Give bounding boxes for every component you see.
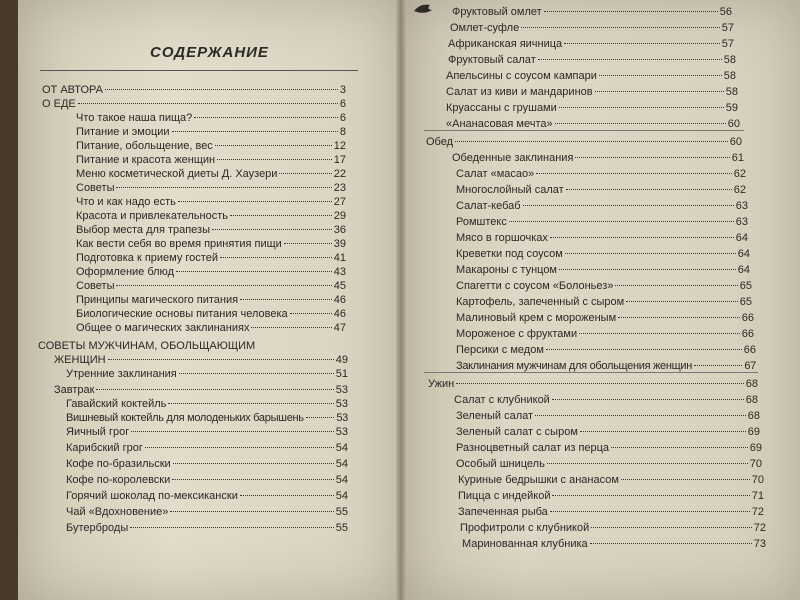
toc-entry: Салат из киви и мандаринов 58 <box>446 86 738 98</box>
toc-entry: Принципы магического питания 46 <box>76 294 346 306</box>
toc-entry: Многослойный салат 62 <box>456 184 746 196</box>
toc-entry: Заклинания мужчинам для обольщения женщин 67 <box>456 360 756 372</box>
toc-entry: Обеденные заклинания 61 <box>452 152 744 164</box>
toc-section-heading: Ужин 68 <box>428 378 758 390</box>
toc-entry: Советы 23 <box>76 182 346 194</box>
toc-entry: Питание и красота женщин 17 <box>76 154 346 166</box>
toc-entry: Гавайский коктейль 53 <box>66 398 348 410</box>
toc-entry: Кофе по-бразильски 54 <box>66 458 348 470</box>
toc-entry: Вишневый коктейль для молоденьких барышень 53 <box>66 412 348 424</box>
toc-entry: Подготовка к приему гостей 41 <box>76 252 346 264</box>
toc-entry: Меню косметической диеты Д. Хаузери 22 <box>76 168 346 180</box>
toc-entry: Картофель, запеченный с сыром 65 <box>456 296 752 308</box>
book-gutter <box>396 0 406 600</box>
toc-entry: Ромштекс 63 <box>456 216 748 228</box>
section-rule <box>424 372 758 373</box>
toc-entry: ОТ АВТОРА 3 <box>42 84 346 96</box>
toc-entry: Куриные бедрышки с ананасом 70 <box>458 474 764 486</box>
toc-entry: Макароны с тунцом 64 <box>456 264 750 276</box>
toc-title: СОДЕРЖАНИЕ <box>150 44 269 61</box>
toc-entry: Выбор места для трапезы 36 <box>76 224 346 236</box>
toc-entry: Завтрак 53 <box>54 384 348 396</box>
title-rule <box>40 70 358 71</box>
toc-entry: ЖЕНЩИН 49 <box>54 354 348 366</box>
toc-entry: Общее о магических заклинаниях 47 <box>76 322 346 334</box>
toc-entry: Кофе по-королевски 54 <box>66 474 348 486</box>
toc-entry: Креветки под соусом 64 <box>456 248 750 260</box>
toc-entry: Что и как надо есть 27 <box>76 196 346 208</box>
toc-entry: Яичный грог 53 <box>66 426 348 438</box>
toc-entry: Салат «масао» 62 <box>456 168 746 180</box>
toc-entry: Запеченная рыба 72 <box>458 506 764 518</box>
toc-entry: Советы 45 <box>76 280 346 292</box>
toc-entry: Зеленый салат 68 <box>456 410 760 422</box>
toc-entry: Биологические основы питания человека 46 <box>76 308 346 320</box>
toc-entry: Разноцветный салат из перца 69 <box>456 442 762 454</box>
toc-entry: Мороженое с фруктами 66 <box>456 328 754 340</box>
toc-entry: О ЕДЕ 6 <box>42 98 346 110</box>
toc-entry: Малиновый крем с мороженым 66 <box>456 312 754 324</box>
toc-entry: Питание, обольщение, вес 12 <box>76 140 346 152</box>
toc-entry: Персики с медом 66 <box>456 344 756 356</box>
toc-section-heading: Обед 60 <box>426 136 742 148</box>
toc-entry: Пицца с индейкой 71 <box>458 490 764 502</box>
toc-entry: Бутерброды 55 <box>66 522 348 534</box>
toc-entry: «Ананасовая мечта» 60 <box>446 118 740 130</box>
toc-entry: Питание и эмоции 8 <box>76 126 346 138</box>
toc-entry: Карибский грог 54 <box>66 442 348 454</box>
section-rule <box>424 130 744 131</box>
toc-entry: Утренние заклинания 51 <box>66 368 348 380</box>
toc-entry: Африканская яичница 57 <box>448 38 734 50</box>
toc-entry: Салат с клубникой 68 <box>454 394 758 406</box>
toc-entry: Омлет-суфле 57 <box>450 22 734 34</box>
toc-entry: Круассаны с грушами 59 <box>446 102 738 114</box>
toc-entry: Фруктовый салат 58 <box>448 54 736 66</box>
toc-entry: Зеленый салат с сыром 69 <box>456 426 760 438</box>
publisher-logo-icon <box>412 2 434 16</box>
toc-entry: Особый шницель 70 <box>456 458 762 470</box>
toc-entry: Что такое наша пища? 6 <box>76 112 346 124</box>
toc-entry: Фруктовый омлет 56 <box>452 6 732 18</box>
toc-entry: Апельсины с соусом кампари 58 <box>446 70 736 82</box>
toc-entry: Спагетти с соусом «Болоньез» 65 <box>456 280 752 292</box>
toc-entry: Мясо в горшочках 64 <box>456 232 748 244</box>
toc-section-heading: СОВЕТЫ МУЖЧИНАМ, ОБОЛЬЩАЮЩИМ <box>38 340 256 352</box>
toc-entry: Горячий шоколад по-мексикански 54 <box>66 490 348 502</box>
toc-entry: Чай «Вдохновение» 55 <box>66 506 348 518</box>
toc-entry: Салат-кебаб 63 <box>456 200 748 212</box>
toc-entry: Красота и привлекательность 29 <box>76 210 346 222</box>
toc-entry: Оформление блюд 43 <box>76 266 346 278</box>
toc-entry: Маринованная клубника 73 <box>462 538 766 550</box>
toc-entry: Профитроли с клубникой 72 <box>460 522 766 534</box>
toc-entry: Как вести себя во время принятия пищи 39 <box>76 238 346 250</box>
